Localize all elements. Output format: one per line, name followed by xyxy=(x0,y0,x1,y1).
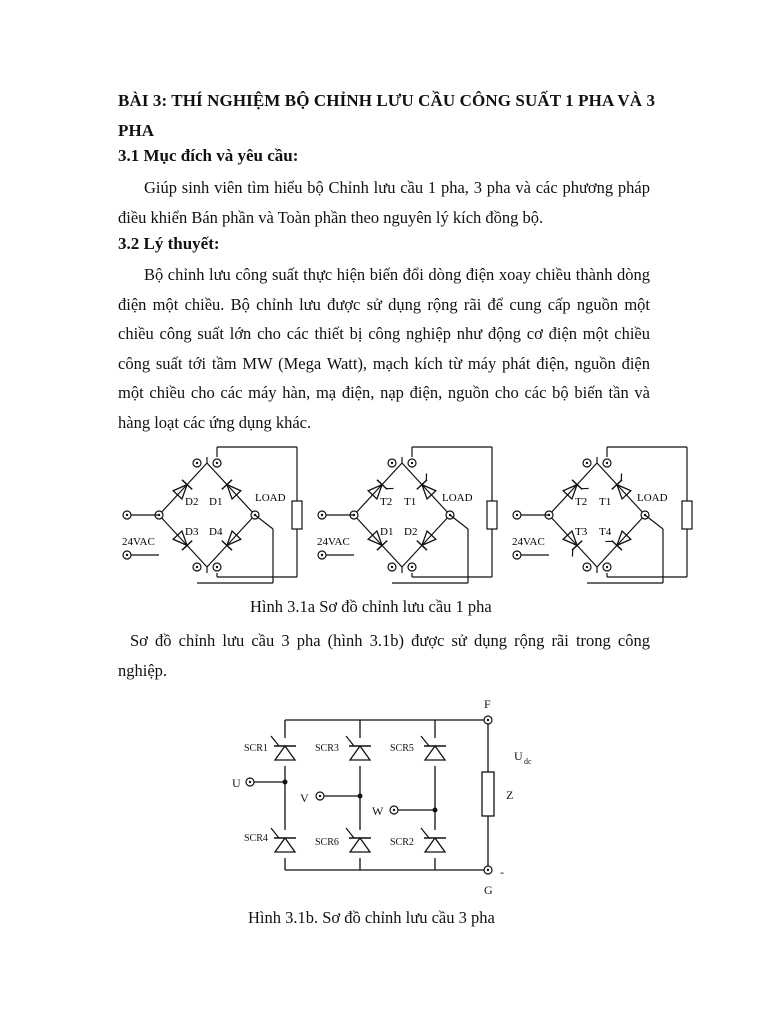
scr5-label: SCR5 xyxy=(390,743,414,754)
figure1-caption: Hình 3.1a Sơ đồ chỉnh lưu cầu 1 pha xyxy=(250,597,492,616)
figure2-caption: Hình 3.1b. Sơ đồ chỉnh lưu cầu 3 pha xyxy=(248,908,495,927)
bridge2-load-label: LOAD xyxy=(442,492,473,504)
paragraph-purpose-text: Giúp sinh viên tìm hiểu bộ Chỉnh lưu cầu 1 pha, 3 pha và các phương pháp điều khiển Bán phần và Toàn phần theo nguyên lý kích đồng bộ. xyxy=(118,178,650,227)
bridge3-source-label: 24VAC xyxy=(512,536,545,548)
load-z-label: Z xyxy=(506,788,514,802)
bridge2-label-tr: T1 xyxy=(404,496,417,508)
paragraph-theory-text: Bộ chỉnh lưu công suất thực hiện biến đổi dòng điện xoay chiều thành dòng điện một chiều. Bộ chỉnh lưu được sử dụng rộng rãi để cung cấp nguồn một chiều công suất lớn cho các thiết bị công nghiệp như động cơ điện một chiều công suất tới tầm MW (Mega Watt), mạch kích từ máy phát điện, nguồn điện một chiều cho các máy hàn, mạ điện, nạp điện, nguồn cho các bộ biến tần và hàng loạt các ứng dụng khác. xyxy=(118,265,650,432)
udc-subscript: dc xyxy=(524,757,532,766)
bridge3-label-tl: T2 xyxy=(575,496,588,508)
bridge1-label-bl: D3 xyxy=(185,526,199,538)
terminal-g-label: G xyxy=(484,883,493,897)
section-heading-purpose: 3.1 Mục đích và yêu cầu: xyxy=(118,146,299,165)
scr1-label: SCR1 xyxy=(244,743,268,754)
bridge1-label-tr: D1 xyxy=(209,496,223,508)
section-heading-theory: 3.2 Lý thuyết: xyxy=(118,234,220,253)
scr4-label: SCR4 xyxy=(244,833,268,844)
bridge1-label-tl: D2 xyxy=(185,496,199,508)
scr2-label: SCR2 xyxy=(390,837,414,848)
bridge3-load-label: LOAD xyxy=(637,492,668,504)
page-title: BÀI 3: THÍ NGHIỆM BỘ CHỈNH LƯU CẦU CÔNG SUẤT 1 PHA VÀ 3 PHA xyxy=(118,91,656,140)
terminal-minus-label: - xyxy=(500,865,504,879)
bridge2-source-label: 24VAC xyxy=(317,536,350,548)
scr6-label: SCR6 xyxy=(315,837,339,848)
bridge1-source-label: 24VAC xyxy=(122,536,155,548)
phase-u-label: U xyxy=(232,776,241,790)
bridge1-label-br: D4 xyxy=(209,526,223,538)
paragraph-three-phase-text: Sơ đồ chỉnh lưu cầu 3 pha (hình 3.1b) được sử dụng rộng rãi trong công nghiệp. xyxy=(118,631,650,680)
scr3-label: SCR3 xyxy=(315,743,339,754)
bridge2-label-tl: T2 xyxy=(380,496,393,508)
terminal-f-label: F xyxy=(484,697,491,711)
bridge1-load-label: LOAD xyxy=(255,492,286,504)
phase-v-label: V xyxy=(300,791,309,805)
bridge3-label-bl: T3 xyxy=(575,526,588,538)
bridge2-label-bl: D1 xyxy=(380,526,394,538)
udc-label: U xyxy=(514,749,523,763)
phase-w-label: W xyxy=(372,804,384,818)
bridge3-label-tr: T1 xyxy=(599,496,612,508)
bridge3-label-br: T4 xyxy=(599,526,612,538)
bridge2-label-br: D2 xyxy=(404,526,418,538)
